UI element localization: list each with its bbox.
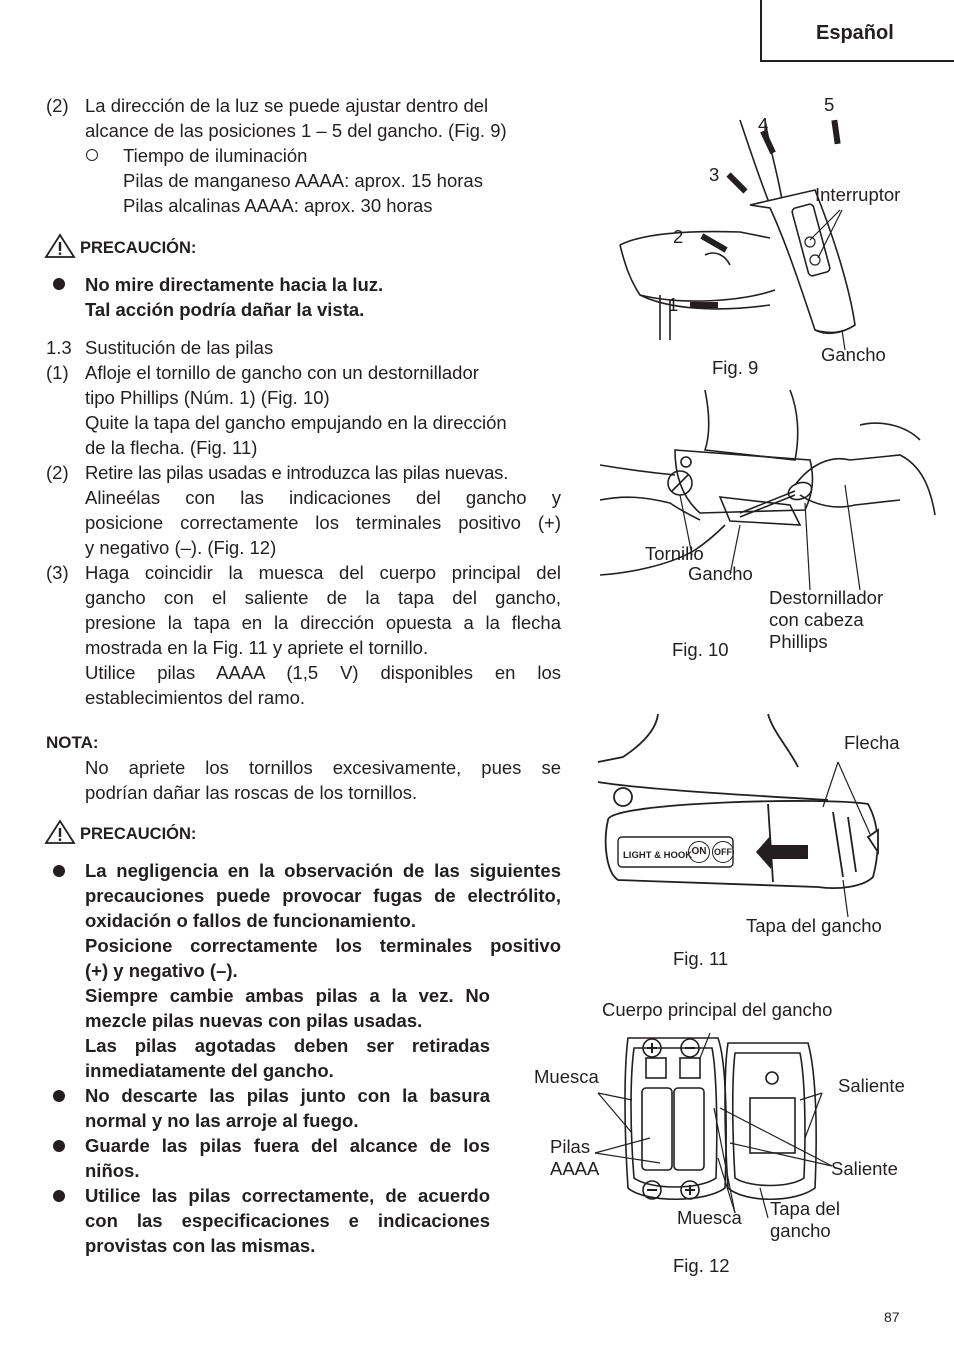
figure-caption: Fig. 10	[672, 639, 729, 660]
text-line: precauciones puede provocar fugas de electrólito,	[85, 885, 561, 906]
bullet-icon	[53, 865, 65, 877]
label-gancho: Gancho	[821, 344, 886, 365]
label-saliente: Saliente	[831, 1158, 898, 1179]
circle-bullet-icon	[86, 149, 98, 161]
label-gancho: Gancho	[688, 563, 753, 584]
text-line: con las especificaciones e indicaciones	[85, 1210, 490, 1231]
section-number: 1.3	[46, 337, 72, 358]
label-cuerpo: Cuerpo principal del gancho	[602, 999, 833, 1020]
position-number: 3	[709, 164, 720, 185]
page-number: 87	[884, 1309, 900, 1325]
label-pilas: Pilas	[550, 1136, 591, 1157]
warning-icon	[46, 234, 76, 258]
switch-label: LIGHT & HOOK	[623, 850, 693, 861]
position-number: 4	[758, 114, 769, 135]
on-button-icon: ON	[688, 841, 710, 863]
text-line: Retire las pilas usadas e introduzca las pilas nuevas.	[85, 462, 509, 483]
text-line: podrían dañar las roscas de los tornillos.	[85, 782, 418, 803]
text-line: normal y no las arroje al fuego.	[85, 1110, 359, 1131]
label-flecha: Flecha	[844, 732, 900, 753]
bullet-icon	[53, 1140, 65, 1152]
bullet-icon	[53, 1090, 65, 1102]
label-pilas: AAAA	[550, 1158, 600, 1179]
label-destornillador: Phillips	[769, 631, 828, 652]
text-line: Afloje el tornillo de gancho con un destornillador	[85, 362, 479, 383]
label-muesca: Muesca	[534, 1066, 599, 1087]
fig12-drawing	[610, 1028, 840, 1208]
item-number: (2)	[46, 462, 69, 483]
text-line: No apriete los tornillos excesivamente, pues se	[85, 757, 561, 778]
position-number: 2	[673, 226, 684, 247]
text-line: de la flecha. (Fig. 11)	[85, 437, 258, 458]
text-line: Haga coincidir la muesca del cuerpo principal del	[85, 562, 561, 583]
caution-title: PRECAUCIÓN:	[80, 825, 197, 843]
text-line: Utilice pilas AAAA (1,5 V) disponibles en los	[85, 662, 561, 683]
text-line: La negligencia en la observación de las siguientes	[85, 860, 561, 881]
text-line: inmediatamente del gancho.	[85, 1060, 334, 1081]
off-button-icon: OFF	[712, 841, 734, 863]
label-destornillador: Destornillador	[769, 587, 884, 608]
label-saliente: Saliente	[838, 1075, 905, 1096]
bullet-icon	[53, 1190, 65, 1202]
text-line: tipo Phillips (Núm. 1) (Fig. 10)	[85, 387, 330, 408]
figure-caption: Fig. 12	[673, 1255, 730, 1276]
figure-caption: Fig. 11	[673, 948, 729, 969]
text-line: Tiempo de iluminación	[123, 145, 308, 166]
text-line: establecimientos del ramo.	[85, 687, 306, 708]
label-interruptor: Interruptor	[815, 184, 901, 205]
text-line: Tal acción podría dañar la vista.	[85, 299, 365, 320]
note-title: NOTA:	[46, 733, 99, 752]
figure-caption: Fig. 9	[712, 357, 759, 378]
text-line: mostrada en la Fig. 11 y apriete el tornillo.	[85, 637, 429, 658]
text-line: alcance de las posiciones 1 – 5 del gancho. (Fig. 9)	[85, 120, 507, 141]
caution-title: PRECAUCIÓN:	[80, 239, 197, 257]
bullet-icon	[53, 278, 65, 290]
text-line: Guarde las pilas fuera del alcance de los	[85, 1135, 490, 1156]
label-tapa: Tapa del	[770, 1198, 840, 1219]
text-line: La dirección de la luz se puede ajustar dentro del	[85, 95, 489, 116]
text-line: oxidación o fallos de funcionamiento.	[85, 910, 416, 931]
text-line: Alineélas con las indicaciones del gancho y	[85, 487, 561, 508]
text-line: provistas con las mismas.	[85, 1235, 316, 1256]
fig9-drawing	[600, 90, 940, 380]
text-line: mezcle pilas nuevas con pilas usadas.	[85, 1010, 423, 1031]
text-line: presione la tapa en la dirección opuesta a la flecha	[85, 612, 561, 633]
warning-icon	[46, 820, 76, 844]
item-number: (2)	[46, 95, 69, 116]
text-line: niños.	[85, 1160, 140, 1181]
language-tab	[760, 0, 954, 62]
text-line: No mire directamente hacia la luz.	[85, 274, 384, 295]
label-destornillador: con cabeza	[769, 609, 864, 630]
text-line: No descarte las pilas junto con la basura	[85, 1085, 490, 1106]
section-heading: Sustitución de las pilas	[85, 337, 274, 358]
text-line: Pilas de manganeso AAAA: aprox. 15 horas	[123, 170, 483, 191]
item-number: (3)	[46, 562, 69, 583]
text-line: gancho con el saliente de la tapa del gancho,	[85, 587, 561, 608]
item-number: (1)	[46, 362, 69, 383]
text-line: Utilice las pilas correctamente, de acuerdo	[85, 1185, 490, 1206]
text-line: posicione correctamente los terminales positivo (+)	[85, 512, 561, 533]
text-line: Las pilas agotadas deben ser retiradas	[85, 1035, 490, 1056]
text-line: Posicione correctamente los terminales positivo	[85, 935, 561, 956]
text-line: Quite la tapa del gancho empujando en la dirección	[85, 412, 507, 433]
label-tornillo: Tornillo	[645, 543, 704, 564]
text-line: Pilas alcalinas AAAA: aprox. 30 horas	[123, 195, 433, 216]
label-tapa: Tapa del gancho	[746, 915, 882, 936]
language-label: Español	[816, 22, 894, 44]
text-line: (+) y negativo (–).	[85, 960, 238, 981]
label-muesca: Muesca	[677, 1207, 742, 1228]
position-number: 1	[668, 294, 679, 315]
position-number: 5	[824, 94, 835, 115]
text-line: y negativo (–). (Fig. 12)	[85, 537, 277, 558]
text-line: Siempre cambie ambas pilas a la vez. No	[85, 985, 490, 1006]
label-tapa: gancho	[770, 1220, 831, 1241]
